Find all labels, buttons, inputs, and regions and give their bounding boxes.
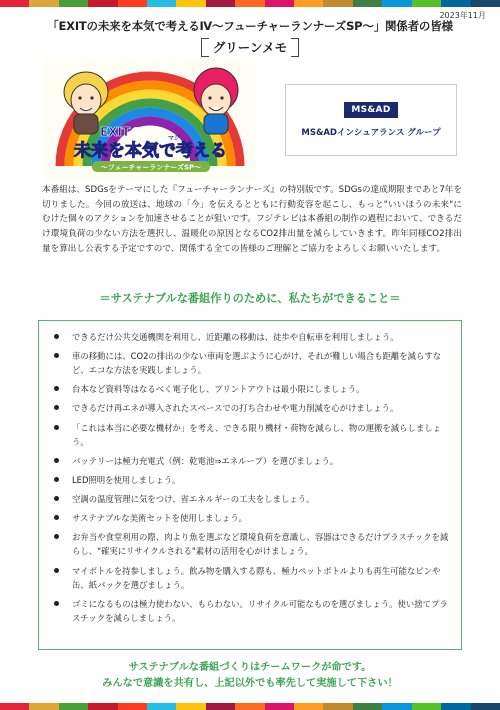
bullet-icon xyxy=(54,601,59,606)
stripe-segment xyxy=(176,0,205,7)
banner-ruby: マジ xyxy=(168,135,181,142)
list-item-text: できるだけ公共交通機関を利用し、近距離の移動は、徒歩や自転車を利用しましょう。 xyxy=(72,332,399,342)
sponsor-name: MS&ADインシュアランス グループ xyxy=(301,128,441,138)
stripe-segment xyxy=(412,0,441,7)
list-item xyxy=(52,349,449,377)
bullet-icon xyxy=(54,425,59,430)
stripe-segment xyxy=(294,703,323,710)
list-item-text: LED照明を使用しましょう。 xyxy=(72,474,181,485)
stripe-segment xyxy=(471,0,500,7)
list-item-text: マイボトルを持参しましょう。飲み物を購入する際も、極力ペットボトルよりも再生可能なビンや缶、紙パックを選びましょう。 xyxy=(72,565,441,590)
bullet-icon xyxy=(54,405,59,410)
list-item-text: バッテリーは極力充電式（例：乾電池⇒エネループ）を選びましょう。 xyxy=(72,455,339,466)
stripe-segment xyxy=(235,0,264,7)
banner-line3: ～フューチャーランナーズSP～ xyxy=(100,163,202,172)
stripe-segment xyxy=(235,703,264,710)
list-item xyxy=(52,511,449,525)
bullet-icon xyxy=(54,458,59,463)
ms-ad-logo-mark: MS&AD xyxy=(344,102,397,118)
bullet-icon xyxy=(54,334,59,339)
stripe-segment xyxy=(88,703,117,710)
list-item-text: できるだけ再エネが導入されたスペースでの打ち合わせや電力削減を心がけましょう。 xyxy=(72,403,399,414)
bullet-icon xyxy=(54,568,59,573)
stripe-segment xyxy=(59,703,88,710)
banner-line1: EXITの xyxy=(100,125,143,139)
stripe-segment xyxy=(441,703,470,710)
program-banner xyxy=(44,58,256,180)
bullet-icon xyxy=(54,515,59,520)
closing-line-2: みんなで意識を共有し、上記以外でも率先して実施して下さい！ xyxy=(102,678,398,689)
bullet-icon xyxy=(54,477,59,482)
stripe-segment xyxy=(294,0,323,7)
list-item-text: サステナブルな美術セットを使用しましょう。 xyxy=(72,513,248,524)
stripe-segment xyxy=(382,703,411,710)
stripe-segment xyxy=(206,703,235,710)
list-item xyxy=(52,597,449,625)
banner-line2: 未来を本気で考える xyxy=(74,141,227,161)
stripe-segment xyxy=(382,0,411,7)
bullet-icon xyxy=(54,534,59,539)
stripe-segment xyxy=(88,0,117,7)
slogan-heading: ＝サステナブルな番組作りのために、私たちができること＝ xyxy=(99,292,401,305)
stripe-segment xyxy=(147,703,176,710)
bullet-icon xyxy=(54,353,59,358)
stripe-segment xyxy=(265,703,294,710)
stripe-segment xyxy=(353,0,382,7)
list-item xyxy=(52,492,449,506)
stripe-segment xyxy=(0,703,29,710)
list-item-text: 車の移動には、CO2の排出の少ない車両を選ぶように心がけ、それが難しい場合も距離を減らすなど、エコな方法を実践しましょう。 xyxy=(72,351,442,376)
list-item xyxy=(52,401,449,415)
list-item-text: 「これは本当に必要な機材か」を考え、できる限り機材・荷物を減らし、物の運搬を減らしましょう。 xyxy=(72,422,442,447)
bullet-icon xyxy=(54,496,59,501)
intro-paragraph: 本番組は、SDGsをテーマにした『フューチャーランナーズ』の特別版です。SDGsの達成期限まであと7年を切りました。今回の放送は、地球の「今」を伝えるとともに行動変容を起こし、もっと"いいほうの未来"にむけた個々のアクションを加速させることが狙いです。フジテレビは本番組の制作の過程において、できるだけ環境負荷の少ない方法を選択し、温暖化の原因となるCO2排出量を減らしていきます。昨年同様CO2排出量を算出し公表する予定ですので、関係する全ての皆様のご理解とご協力をよろしくお願いいたします。 xyxy=(42,185,462,254)
stripe-segment xyxy=(176,703,205,710)
list-item-text: 台本など資料等はなるべく電子化し、プリントアウトは最小限にしましょう。 xyxy=(72,384,365,395)
sdg-color-stripe-bottom xyxy=(0,703,500,710)
list-item-text: お弁当や食堂利用の際、肉より魚を選ぶなど環境負荷を意識し、容器はできるだけプラスチックを減らし、"確実にリサイクルされる"素材の活用を心がけましょう。 xyxy=(72,532,449,557)
list-item xyxy=(52,454,449,468)
stripe-segment xyxy=(441,0,470,7)
bullet-icon xyxy=(54,386,59,391)
sdg-color-stripe-top xyxy=(0,0,500,7)
list-item xyxy=(52,530,449,558)
stripe-segment xyxy=(29,703,58,710)
issue-date: 2023年11月 xyxy=(439,11,486,20)
stripe-segment xyxy=(29,0,58,7)
stripe-segment xyxy=(323,703,352,710)
page-title: 「EXITの未来を本気で考えるⅣ～フューチャーランナーズSP～」関係者の皆様 xyxy=(47,19,453,33)
list-item xyxy=(52,564,449,592)
list-item xyxy=(52,330,449,344)
stripe-segment xyxy=(206,0,235,7)
action-list-box xyxy=(38,320,462,650)
list-item xyxy=(52,382,449,396)
stripe-segment xyxy=(323,0,352,7)
closing-line-1: サステナブルな番組づくりはチームワークが命です。 xyxy=(128,662,372,673)
stripe-segment xyxy=(353,703,382,710)
sponsor-logo xyxy=(285,84,457,156)
list-item xyxy=(52,421,449,449)
list-item xyxy=(52,473,449,487)
stripe-segment xyxy=(471,703,500,710)
stripe-segment xyxy=(118,0,147,7)
stripe-segment xyxy=(147,0,176,7)
action-list xyxy=(52,330,449,625)
stripe-segment xyxy=(0,0,29,7)
memo-label: グリーンメモ xyxy=(201,37,299,58)
list-item-text: 空調の温度管理に気をつけ、省エネルギーの工夫をしましょう。 xyxy=(72,494,315,505)
memo-label-wrap xyxy=(0,37,500,58)
stripe-segment xyxy=(118,703,147,710)
stripe-segment xyxy=(412,703,441,710)
list-item-text: ゴミになるものは極力使わない、もらわない。リサイクル可能なものを選びましょう。使い捨てプラスチックを減らしましょう。 xyxy=(72,598,448,624)
closing-message xyxy=(0,660,500,692)
rainbow-illustration xyxy=(44,58,256,180)
stripe-segment xyxy=(265,0,294,7)
stripe-segment xyxy=(59,0,88,7)
